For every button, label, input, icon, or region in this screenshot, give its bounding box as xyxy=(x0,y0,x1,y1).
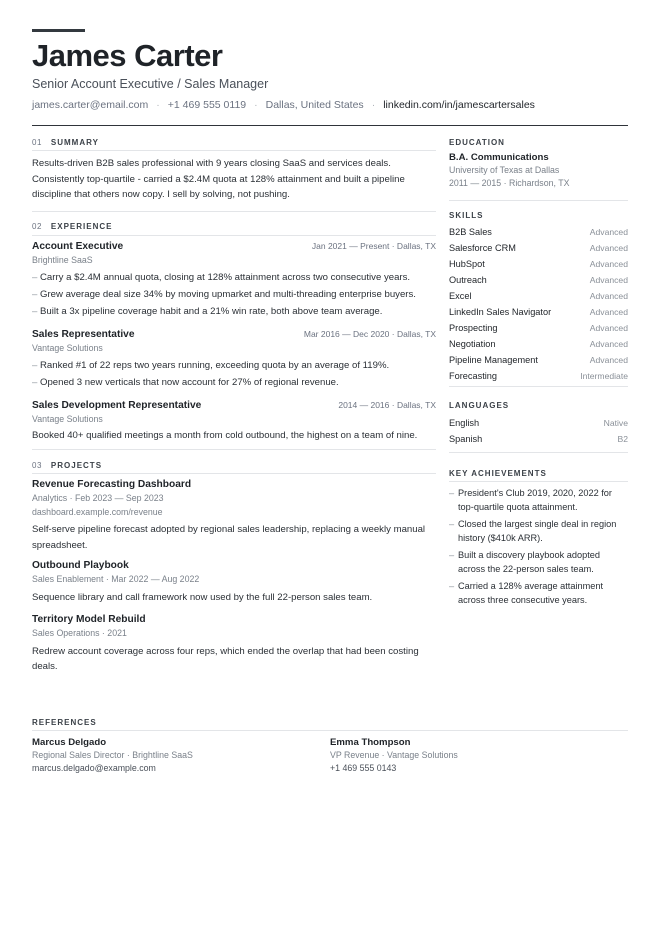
project-entry xyxy=(32,614,436,675)
section-title: KEY ACHIEVEMENTS xyxy=(449,468,547,478)
section-divider xyxy=(32,449,436,450)
languages-list xyxy=(449,415,628,447)
job-entry xyxy=(32,329,436,391)
dash-icon: – xyxy=(32,288,38,300)
skill-row: Excel Advanced xyxy=(449,291,628,301)
job-title: Account Executive xyxy=(32,240,124,252)
section-heading xyxy=(32,714,628,730)
section-title: REFERENCES xyxy=(32,717,97,727)
project-meta: Analytics · Feb 2023 — Sep 2023 xyxy=(32,493,164,503)
project-description: Self-serve pipeline forecast adopted by regional sales leadership, replacing a weekly manual spreadsheet. xyxy=(32,524,426,551)
reference-role: Regional Sales Director · Brightline SaaS xyxy=(32,750,193,760)
achievement-item: – President's Club 2019, 2020, 2022 for top-quartile quota attainment. xyxy=(449,488,612,512)
job-bullet: – Carry a $2.4M annual quota, closing at 128% attainment across two consecutive years. xyxy=(32,269,436,286)
contact-phone[interactable]: +1 469 555 0119 xyxy=(167,99,247,111)
summary-text: Results-driven B2B sales professional with 9 years closing SaaS and services deals. Consistently top-quartile - carried a $2.4M quota at 128% attainment and built a pipeline discipline that others now copy. I sell by solving, not pushing. xyxy=(32,158,405,200)
reference-entry xyxy=(32,737,330,775)
skill-row: Pipeline Management Advanced xyxy=(449,355,628,365)
project-description: Sequence library and call framework now used by the full 22-person sales team. xyxy=(32,592,373,603)
project-title: Territory Model Rebuild xyxy=(32,613,146,625)
section-number: 01 xyxy=(32,137,42,147)
achievement-item: – Closed the largest single deal in region history ($410k ARR). xyxy=(449,519,617,543)
skills-list xyxy=(449,224,628,384)
section-heading xyxy=(32,219,436,235)
header-divider xyxy=(32,125,628,126)
summary-section xyxy=(32,134,436,212)
job-title: Sales Development Representative xyxy=(32,399,202,411)
projects-section xyxy=(32,457,436,675)
dash-icon: – xyxy=(449,519,455,529)
job-company: Brightline SaaS xyxy=(32,254,93,265)
reference-name: Marcus Delgado xyxy=(32,737,107,748)
contact-separator: · xyxy=(254,99,258,111)
section-divider xyxy=(449,386,628,387)
sidebar-column xyxy=(449,134,628,610)
dash-icon: – xyxy=(32,305,38,317)
dash-icon: – xyxy=(449,581,455,591)
job-meta: 2014 — 2016 · Dallas, TX xyxy=(338,399,436,410)
experience-section xyxy=(32,219,436,451)
reference-role: VP Revenue · Vantage Solutions xyxy=(330,750,458,760)
skill-row: B2B Sales Advanced xyxy=(449,227,628,237)
languages-section xyxy=(449,397,628,453)
reference-name: Emma Thompson xyxy=(330,737,411,748)
section-title: PROJECTS xyxy=(50,460,103,470)
job-entry xyxy=(32,241,436,320)
contact-location: Dallas, United States xyxy=(265,99,364,111)
reference-contact[interactable]: marcus.delgado@example.com xyxy=(32,763,156,773)
skill-row: Prospecting Advanced xyxy=(449,323,628,333)
section-title: SKILLS xyxy=(449,210,484,220)
project-title: Revenue Forecasting Dashboard xyxy=(32,479,192,490)
achievement-item: – Built a discovery playbook adopted across the 22-person sales team. xyxy=(449,550,600,574)
section-divider xyxy=(449,200,628,201)
candidate-name: James Carter xyxy=(32,38,223,73)
job-bullet: – Built a 3x pipeline coverage habit and a 21% win rate, both above team average. xyxy=(32,303,436,320)
project-meta: Sales Operations · 2021 xyxy=(32,627,127,638)
job-meta: Jan 2021 — Present · Dallas, TX xyxy=(311,240,436,251)
job-bullet: – Ranked #1 of 22 reps two years running, exceeding quota by an average of 119%. xyxy=(32,357,436,374)
skill-row: Outreach Advanced xyxy=(449,275,628,285)
section-divider xyxy=(449,481,628,482)
dash-icon: – xyxy=(32,376,38,388)
header-accent-bar xyxy=(32,29,85,32)
project-link[interactable]: dashboard.example.com/revenue xyxy=(32,507,163,517)
job-description: Booked 40+ qualified meetings a month from cold outbound, the highest on a team of nine. xyxy=(32,429,418,441)
dash-icon: – xyxy=(449,550,455,560)
reference-contact[interactable]: +1 469 555 0143 xyxy=(330,763,397,773)
dash-icon: – xyxy=(449,488,455,498)
job-company: Vantage Solutions xyxy=(32,413,103,424)
section-divider xyxy=(32,150,436,151)
education-dates: 2011 — 2015 · Richardson, TX xyxy=(449,178,570,188)
section-divider xyxy=(32,730,628,731)
job-bullet: – Opened 3 new verticals that now account for 27% of regional revenue. xyxy=(32,374,436,391)
section-divider xyxy=(32,235,436,236)
section-heading xyxy=(449,207,628,223)
contact-separator: · xyxy=(156,99,160,111)
skill-row: Salesforce CRM Advanced xyxy=(449,243,628,253)
contact-separator: · xyxy=(371,99,376,111)
section-heading xyxy=(32,134,436,150)
section-divider xyxy=(32,473,436,474)
language-row: English Native xyxy=(449,418,628,428)
references-section xyxy=(32,714,628,775)
job-meta: Mar 2016 — Dec 2020 · Dallas, TX xyxy=(303,328,436,339)
dash-icon: – xyxy=(32,271,38,283)
section-number: 02 xyxy=(32,222,42,231)
dash-icon: – xyxy=(32,359,38,371)
section-heading xyxy=(449,465,628,481)
contact-line xyxy=(32,99,535,111)
job-title: Sales Representative xyxy=(32,328,135,340)
achievements-section xyxy=(449,465,628,607)
skill-row: Forecasting Intermediate xyxy=(449,371,628,381)
section-title: EXPERIENCE xyxy=(50,222,113,231)
project-entry xyxy=(32,479,436,553)
project-entry xyxy=(32,560,436,606)
achievement-item: – Carried a 128% average attainment across three consecutive years. xyxy=(449,581,604,605)
project-meta: Sales Enablement · Mar 2022 — Aug 2022 xyxy=(32,574,200,584)
contact-linkedin-link[interactable]: linkedin.com/in/jamescartersales xyxy=(383,99,535,111)
section-title: EDUCATION xyxy=(449,137,505,147)
section-heading xyxy=(449,397,628,413)
job-company: Vantage Solutions xyxy=(32,342,103,353)
main-column xyxy=(32,134,436,675)
project-description: Redrew account coverage across four reps, which ended the overlap that had been costing deals. xyxy=(32,645,419,672)
section-heading xyxy=(32,457,436,473)
section-heading xyxy=(449,134,628,150)
project-title: Outbound Playbook xyxy=(32,560,129,571)
education-school: University of Texas at Dallas xyxy=(449,165,560,175)
education-section xyxy=(449,134,628,201)
education-degree: B.A. Communications xyxy=(449,152,549,163)
skill-row: LinkedIn Sales Navigator Advanced xyxy=(449,307,628,317)
candidate-title: Senior Account Executive / Sales Manager xyxy=(32,77,269,91)
job-bullet: – Grew average deal size 34% by moving upmarket and multi-threading enterprise buyers. xyxy=(32,286,436,303)
skill-row: Negotiation Advanced xyxy=(449,339,628,349)
section-title: SUMMARY xyxy=(50,137,99,147)
section-divider xyxy=(449,452,628,453)
section-title: LANGUAGES xyxy=(449,400,510,410)
section-number: 03 xyxy=(32,460,42,470)
contact-email[interactable]: james.carter@email.com xyxy=(32,99,149,111)
reference-entry xyxy=(330,737,628,775)
section-divider xyxy=(32,211,436,212)
language-row: Spanish B2 xyxy=(449,434,628,444)
skill-row: HubSpot Advanced xyxy=(449,259,628,269)
skills-section xyxy=(449,207,628,387)
job-entry xyxy=(32,400,436,444)
